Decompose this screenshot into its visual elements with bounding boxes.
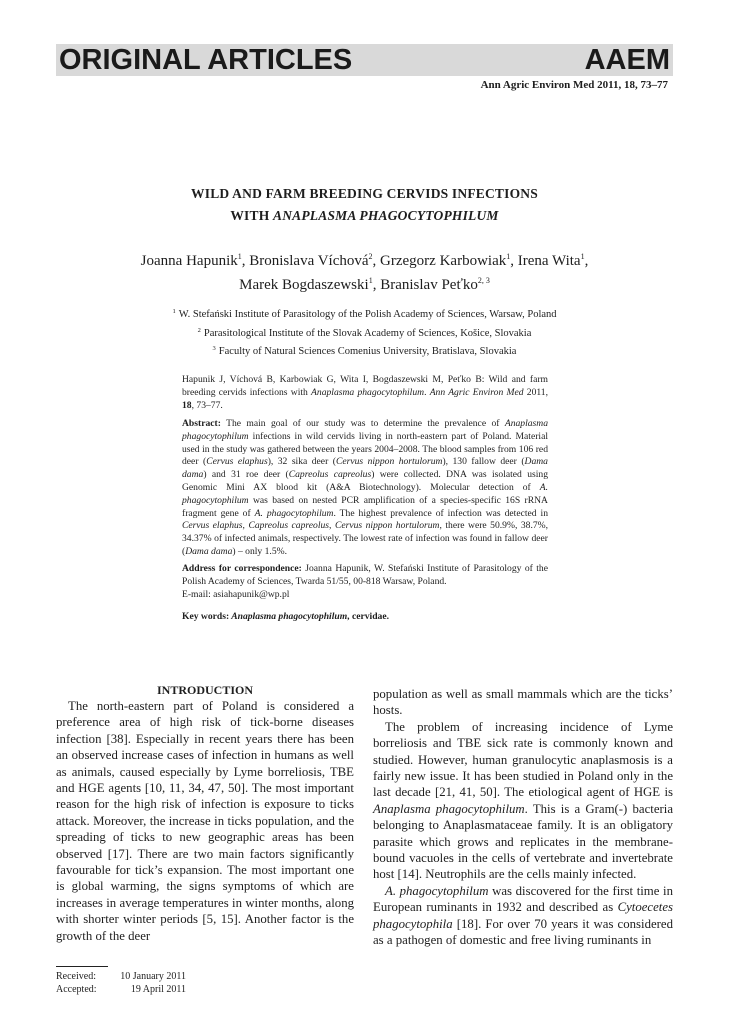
article-title-line-2: WITH ANAPLASMA PHAGOCYTOPHILUM: [230, 208, 499, 223]
journal-logo-text: AAEM: [584, 44, 670, 76]
section-heading-introduction: INTRODUCTION: [156, 683, 253, 697]
paragraph: A. phagocytophilum was discovered for the first time in European ruminants in 1932 and described as Cytoecetes phagocytophila [18]. For over 70 years it was considered as a pathogen of domestic and free living ruminants in: [373, 883, 674, 948]
affiliation-list: [0, 304, 729, 360]
submission-dates: Received: 10 January 2011 Accepted: 19 April 2011: [56, 971, 186, 995]
author: Joanna Hapunik$^1$,: [140, 252, 250, 269]
body-column-left: [56, 698, 354, 944]
journal-citation: Ann Agric Environ Med 2011, 18, 73–77: [480, 79, 668, 91]
abstract: Abstract: The main goal of our study was to determine the prevalence of Anaplasma phagocytophilum infections in wild cervids living in north-eastern part of Poland. Material used in the study was gathered between the years 2004–2008. The blood samples from 106 red deer (Cervus elaphus), 32 sika deer (Cervus nippon hortulorum), 130 fallow deer (Dama dama) and 31 roe deer (Capreolus capreolus) were collected. DNA was isolated using Genomic Mini AX blood kit (A&A Biotechnology). Molecular detection of A. phagocytophilum was based on nested PCR amplification of a species-specific 16S rRNA fragment gene of A. phagocytophilum. The highest prevalence of infection was detected in Cervus elaphus, Capreolus capreolus, Cervus nippon hortulorum, there were 50.9%, 38.7%, 34.37% of infected animals, respectively. The lowest rate of infection was found in fallow deer (Dama dama) – only 1.5%.: [182, 418, 549, 557]
affiliation: $^2$ Parasitological Institute of the Slovak Academy of Sciences, Košice, Slovakia: [197, 326, 532, 339]
footnote-rule: [56, 966, 108, 967]
paragraph: The problem of increasing incidence of Lyme borreliosis and TBE sick rate is commonly known and studied. However, human granulocytic anaplasmosis is a fairly new issue. It has been studied in Poland only in the last decade [21, 41, 50]. The etiological agent of HGE is Anaplasma phagocytophilum. This is a Gram(-) bacteria belonging to Anaplasmataceae family. It is an obligatory parasite which grows and replicates in the membrane-bound vacuoles in the cells of vertebrate and invertebrate host [14]. Neutrophils are the cells mainly infected.: [373, 719, 674, 882]
affiliation: $^3$ Faculty of Natural Sciences Comenius University, Bratislava, Slovakia: [212, 345, 517, 357]
author: Marek Bogdaszewski$^1$,: [239, 276, 381, 293]
affiliation: $^1$ W. Stefański Institute of Parasitology of the Polish Academy of Sciences, Warsaw, Poland: [172, 308, 557, 320]
section-label: ORIGINAL ARTICLES: [59, 44, 353, 76]
paragraph: The north-eastern part of Poland is considered a preference area of high risk of tick-borne diseases infection [38]. Especially in recent years there has been an observed increase cases of infection in humans as well as animals, caused especially by Lyme borreliosis, TBE and HGE agents [10, 11, 34, 47, 50]. The most important reason for the high risk of infection is exposure to ticks attack. Moreover, the increase in ticks population, and the spreading of ticks to new geographic areas has been observed [17]. There are two main factors significantly favourable for tick’s expansion. The most important one is global warming, the signs symptoms of which are increases in average temperatures in winter months, along with shorter winter periods [5, 15]. Another factor is the growth of the deer: [56, 699, 354, 943]
email: E-mail: asiahapunik@wp.pl: [182, 588, 290, 600]
author: Irena Wita$^1$,: [517, 252, 589, 269]
how-to-cite: Hapunik J, Víchová B, Karbowiak G, Wita I, Bogdaszewski M, Peťko B: Wild and farm breeding cervids infections with Anaplasma phagocytophilum. Ann Agric Environ Med 2011, 18, 73–77.: [182, 374, 548, 411]
keywords: Key words: Anaplasma phagocytophilum, cervidae.: [182, 611, 389, 622]
author: Branislav Peťko$^{2, 3}$: [380, 276, 490, 293]
author: Grzegorz Karbowiak$^1$,: [380, 252, 518, 269]
author: Bronislava Víchová$^2$,: [249, 252, 381, 269]
article-title-line-1: WILD AND FARM BREEDING CERVIDS INFECTIONS: [191, 186, 538, 201]
correspondence-address: Address for correspondence: Joanna Hapunik, W. Stefański Institute of Parasitology of the Polish Academy of Sciences, Twarda 51/55, 00-818 Warsaw, Poland. E-mail: asiahapunik@wp.pl: [182, 563, 548, 600]
author-list: [0, 247, 729, 295]
body-column-right: [373, 686, 673, 949]
abstract-label: Abstract:: [182, 418, 221, 429]
paragraph: population as well as small mammals which are the ticks’ hosts.: [373, 687, 673, 718]
